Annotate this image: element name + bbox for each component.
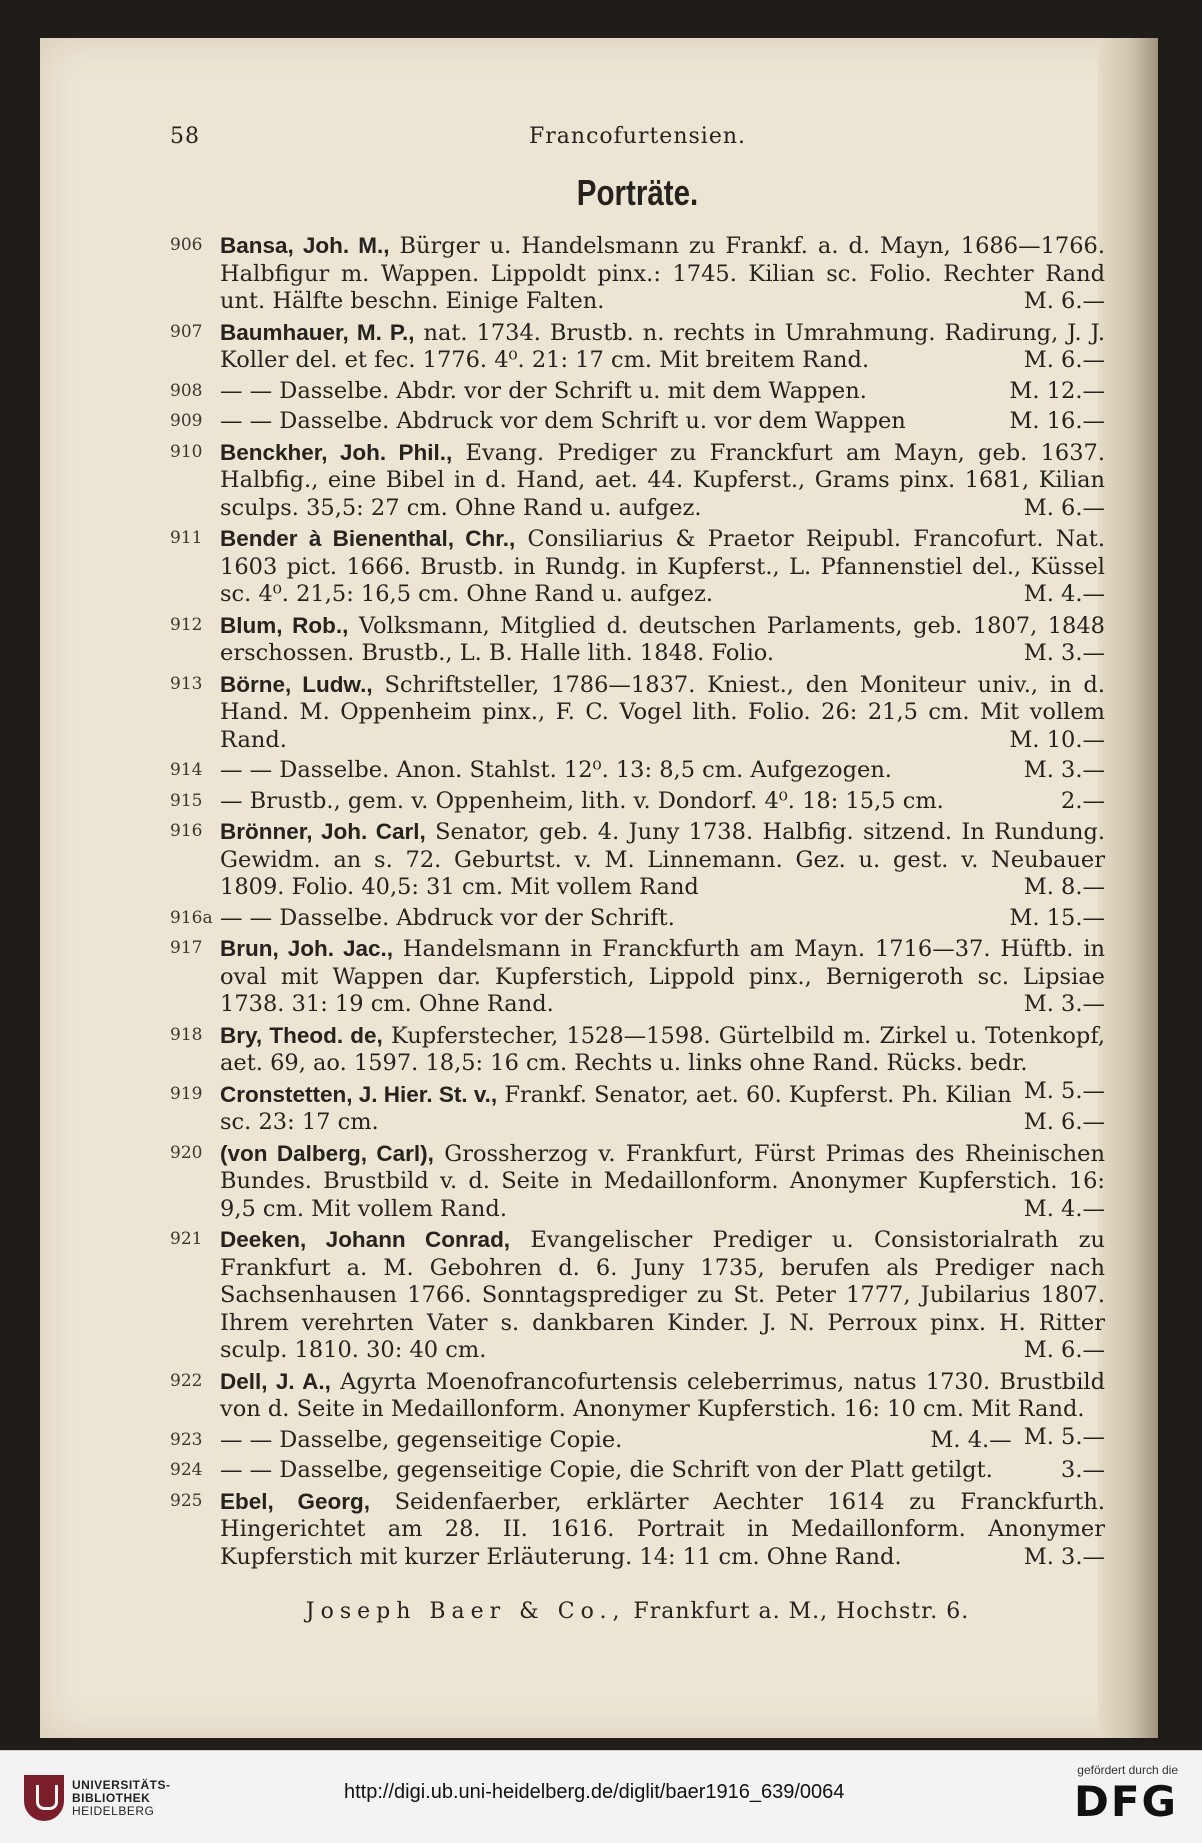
catalog-entry [170,408,1105,436]
entry-name: Bansa, Joh. M., [220,233,390,258]
entry-description: Kupferstecher, 1528—1598. Gürtelbild m. Zirkel u. Totenkopf, aet. 69, ao. 1597. 18,5: 16 cm. Rechts u. links ohne Rand. Rücks. bedr. [220,1022,1105,1076]
library-name [72,1779,171,1818]
entry-description: Senator, geb. 4. Juny 1738. Halbfig. sitzend. In Rundung. Gewidm. an s. 72. Geburtst. v. M. Linnemann. Gez. u. gest. v. Neubauer 1809. Folio. 40,5: 31 cm. Mit vollem Rand [220,819,1105,900]
entry-price: M. 6.— [1023,347,1105,373]
entry-description: — — Dasselbe. Anon. Stahlst. 12⁰. 13: 8,5 cm. Aufgezogen. [220,757,892,783]
entry-text [220,1140,1105,1224]
entry-name: Börne, Ludw., [220,671,373,697]
entry-name: Baumhauer, M. P., [220,319,415,345]
entry-number: 923 [170,1429,203,1450]
entry-description: Volksmann, Mitglied d. deutschen Parlaments, geb. 1807, 1848 erschossen. Brustb., L. B. Halle lith. 1848. Folio. [220,612,1105,666]
entry-description: Consiliarius & Praetor Reipubl. Francofurt. Nat. 1603 pict. 1666. Brustb. in Rundg. in Kupferst., L. Pfannenstiel del., Küssel sc. 4⁰. 21,5: 16,5 cm. Ohne Rand u. aufgez. [220,526,1105,607]
entry-number: 921 [170,1229,203,1249]
entry-description: nat. 1734. Brustb. n. rechts in Umrahmung. Radirung, J. J. Koller del. et fec. 1776. 4⁰. 21: 17 cm. Mit breitem Rand. [220,319,1105,373]
library-shield-icon [24,1775,64,1821]
entry-text [220,1226,1105,1365]
entry-description: — — Dasselbe. Abdruck vor dem Schrift u. vor dem Wappen [220,408,906,434]
permalink-url[interactable]: http://digi.ub.uni-heidelberg.de/diglit/baer1916_639/0064 [344,1781,845,1803]
entry-number: 924 [170,1460,203,1480]
entry-description: Agyrta Moenofrancofurtensis celeberrimus, natus 1730. Brustbild von d. Seite in Medaillonform. Anonymer Kupferstich. 16: 10 cm. Mit Rand. [220,1368,1105,1422]
entry-price: M. 4.— [930,1426,1012,1453]
entry-text [220,1427,1105,1455]
entry-number: 922 [170,1370,203,1391]
catalog-entry [170,1226,1105,1365]
entry-text [220,1457,1105,1485]
entry-price: M. 16.— [1009,408,1105,434]
entry-name: Bry, Theod. de, [220,1022,383,1048]
university-library-logo[interactable] [24,1773,174,1825]
entry-text [220,1488,1105,1572]
catalog-entry [170,818,1105,902]
entry-number: 925 [170,1490,203,1511]
entry-text [220,319,1105,375]
page-spine-shadow [1098,38,1158,1738]
entry-price: M. 3.— [1023,757,1105,783]
entry-number: 910 [170,441,203,462]
catalog-entry [170,612,1105,668]
catalog-entry [170,788,1105,816]
publisher-imprint [170,1599,1105,1624]
entry-number: 920 [170,1142,203,1163]
entry-number: 917 [170,938,203,958]
entry-text [220,671,1105,755]
catalog-entry [170,1488,1105,1572]
catalog-entry [170,1140,1105,1224]
entry-text [220,408,1105,436]
entry-list [170,232,1105,1571]
funded-by-caption: gefördert durch die [1077,1763,1178,1777]
entry-description: — — Dasselbe. Abdr. vor der Schrift u. mit dem Wappen. [220,377,867,404]
entry-number: 919 [170,1083,203,1104]
entry-text [220,439,1105,523]
imprint-company: Joseph Baer & Co., [305,1599,626,1624]
entry-name: Deeken, Johann Conrad, [220,1227,511,1252]
entry-number: 913 [170,673,203,694]
entry-number: 906 [170,235,203,255]
entry-name: Dell, J. A., [220,1368,331,1394]
entry-description: Bürger u. Handelsmann zu Frankf. a. d. Mayn, 1686—1766. Halbfigur m. Wappen. Lippoldt pinx.: 1745. Kilian sc. Folio. Rechter Rand unt. Hälfte beschn. Einige Falten. [220,233,1105,314]
entry-name: Bender à Bienenthal, Chr., [220,526,516,551]
entry-number: 915 [170,790,203,811]
entry-description: Handelsmann in Franckfurth am Mayn. 1716—37. Hüftb. in oval mit Wappen dar. Kupferstich, Lippold pinx., Bernigeroth sc. Lipsiae 1738. 31: 19 cm. Ohne Rand. [220,936,1106,1017]
entry-text [220,525,1105,609]
entry-description: — — Dasselbe. Abdruck vor der Schrift. [220,904,675,931]
entry-number: 916 [170,821,203,841]
entry-price: M. 5.— [1023,1423,1105,1450]
entry-name: Ebel, Georg, [220,1488,370,1514]
entry-description: — Brustb., gem. v. Oppenheim, lith. v. Dondorf. 4⁰. 18: 15,5 cm. [220,787,944,814]
entry-name: Cronstetten, J. Hier. St. v., [220,1081,498,1107]
entry-text [220,378,1105,406]
viewer-footer [0,1750,1202,1843]
catalog-entry [170,757,1105,785]
entry-number: 907 [170,321,203,342]
entry-text [220,1081,1105,1137]
entry-price: M. 12.— [1009,377,1105,404]
entry-name: Brun, Joh. Jac., [220,936,394,961]
catalog-entry [170,378,1105,406]
entry-description: Evang. Prediger zu Franckfurt am Mayn, geb. 1637. Halbfig., eine Bibel in d. Hand, aet. 44. Kupferst., Grams pinx. 1681, Kilian sculps. 35,5: 27 cm. Ohne Rand u. aufgez. [220,439,1105,521]
entry-text [220,818,1105,902]
catalog-entry [170,905,1105,933]
entry-description: — — Dasselbe, gegenseitige Copie. [220,1426,623,1453]
entry-price: M. 3.— [1023,1543,1105,1570]
entry-description: Schriftsteller, 1786—1837. Kniest., den Moniteur univ., in d. Hand. M. Oppenheim pinx., F. C. Vogel lith. Folio. 26: 21,5 cm. Mit vollem Rand. [220,671,1105,753]
library-name-line3: HEIDELBERG [72,1804,155,1818]
entry-description: Seidenfaerber, erklärter Aechter 1614 zu Franckfurth. Hingerichtet am 28. II. 1616. Portrait in Medaillonform. Anonymer Kupferstich mit kurzer Erläuterung. 14: 11 cm. Ohne Rand. [220,1488,1106,1570]
catalog-entry [170,232,1105,316]
entry-number: 909 [170,411,203,431]
entry-price: M. 6.— [1023,1337,1105,1363]
entry-price: M. 15.— [1009,904,1105,931]
catalog-entry [170,671,1105,755]
entry-number: 916a [170,907,213,928]
entry-price: M. 3.— [1023,640,1105,666]
catalog-entry [170,439,1105,523]
entry-name: Benckher, Joh. Phil., [220,439,453,465]
entry-price: 3.— [1061,1457,1105,1483]
imprint-address: Frankfurt a. M., Hochstr. 6. [625,1599,970,1624]
catalog-entry [170,1457,1105,1485]
entry-price: 2.— [1061,787,1105,814]
catalog-entry [170,1081,1105,1137]
book-page [40,38,1158,1738]
entry-name: Blum, Rob., [220,612,349,638]
page-number: 58 [170,124,200,149]
entry-description: Evangelischer Prediger u. Consistorialrath zu Frankfurt a. M. Gebohren d. 6. Juny 1735, berufen als Prediger nach Sachsenhausen 1766. Sonntagsprediger zu St. Peter 1777, Jubilarius 1807. Ihrem verehrten Vater s. dankbaren Kinder. J. N. Perroux pinx. H. Ritter sculp. 1810. 30: 40 cm. [220,1227,1105,1363]
entry-price: M. 8.— [1023,874,1105,900]
entry-description: — — Dasselbe, gegenseitige Copie, die Schrift von der Platt getilgt. [220,1457,993,1483]
catalog-entry [170,319,1105,375]
entry-text [220,905,1105,933]
catalog-entry [170,1427,1105,1455]
entry-number: 918 [170,1024,203,1045]
library-name-line2: BIBLIOTHEK [72,1791,151,1805]
entry-description: Grossherzog v. Frankfurt, Fürst Primas des Rheinischen Bundes. Brustbild v. d. Seite in Medaillonform. Anonymer Kupferstich. 16: 9,5 cm. Mit vollem Rand. [220,1140,1105,1222]
entry-price: M. 6.— [1023,288,1105,314]
section-title: Porträte. [576,172,699,213]
entry-price: M. 6.— [1023,1109,1105,1135]
entry-text [220,232,1105,316]
library-name-line1: UNIVERSITÄTS- [72,1778,171,1792]
entry-number: 911 [170,528,203,548]
catalog-entry [170,525,1105,609]
entry-number: 912 [170,614,203,635]
catalog-entry [170,935,1105,1019]
entry-text [220,935,1105,1019]
entry-text [220,757,1105,785]
entry-price: M. 4.— [1023,1195,1105,1222]
dfg-logo: DFG [1073,1777,1178,1826]
entry-price: M. 6.— [1023,494,1105,521]
entry-number: 914 [170,760,203,780]
entry-price: M. 5.— [1023,1077,1105,1104]
entry-price: M. 3.— [1023,991,1105,1017]
running-head [170,116,1105,160]
entry-name: (von Dalberg, Carl), [220,1140,434,1166]
entry-number: 908 [170,380,203,401]
entry-text [220,788,1105,816]
entry-text [220,612,1105,668]
entry-description: Frankf. Senator, aet. 60. Kupferst. Ph. Kilian sc. 23: 17 cm. [220,1081,1012,1135]
entry-price: M. 4.— [1023,581,1105,607]
dfg-funding-logo[interactable] [1048,1763,1178,1827]
running-title: Francofurtensien. [529,124,746,149]
entry-name: Brönner, Joh. Carl, [220,819,426,844]
page-content [170,116,1105,1624]
entry-price: M. 10.— [1009,726,1105,753]
